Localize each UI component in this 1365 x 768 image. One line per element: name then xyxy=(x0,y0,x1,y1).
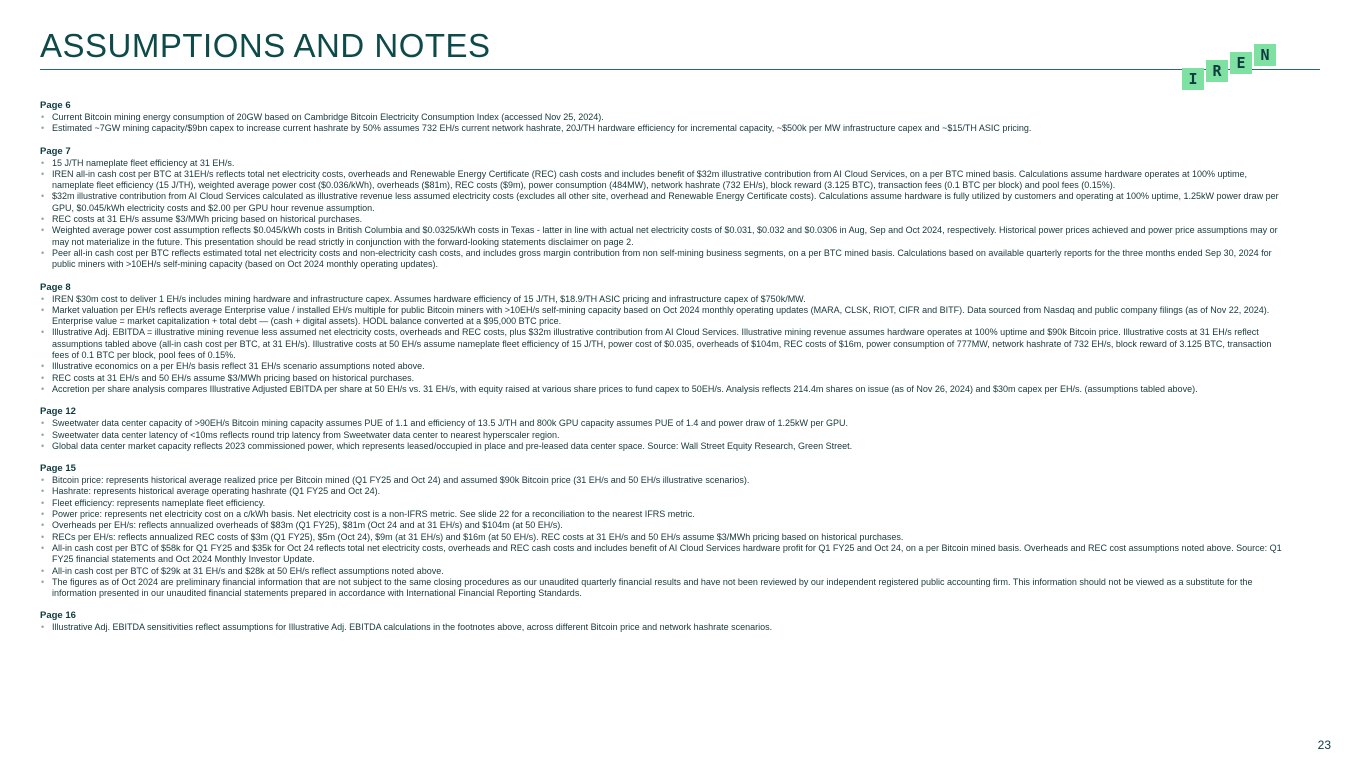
bullet-item: • $32m illustrative contribution from AI Cloud Services calculated as illustrative revenue less assumed electricity costs (excludes all other site, overhead and Renewable Energy Certificate costs). Calculations assume hardware is fully utilized by customers and operating at 100% uptime, 1.25kW power draw per GPU, $0.045/kWh electricity costs and $2.00 per GPU hour revenue assumption. xyxy=(40,191,1288,214)
bullet-item: • Sweetwater data center capacity of >90EH/s Bitcoin mining capacity assumes PUE of 1.1 and efficiency of 13.5 J/TH and 800k GPU capacity assumes PUE of 1.4 and power draw of 1.25kW per GPU. xyxy=(40,418,1288,429)
bullet-item: • Sweetwater data center latency of <10ms reflects round trip latency from Sweetwater data center to nearest hyperscaler region. xyxy=(40,430,1288,441)
bullet-item: • The figures as of Oct 2024 are preliminary financial information that are not subject to the same closing procedures as our unaudited quarterly financial results and have not been reviewed by our independent registered public accounting firm. This information should not be viewed as a substitute for the information presented in our unaudited financial statements prepared in accordance with International Financial Reporting Standards. xyxy=(40,577,1288,600)
bullet-item: • RECs per EH/s: reflects annualized REC costs of $3m (Q1 FY25), $5m (Oct 24), $9m (at 31 EH/s) and $16m (at 50 EH/s). REC costs at 31 EH/s and 50 EH/s assume $3/MWh pricing based on historical purchases. xyxy=(40,532,1288,543)
logo-letter-n: N xyxy=(1254,44,1276,66)
section-heading: Page 16 xyxy=(40,610,76,622)
bullet-item: • IREN all-in cash cost per BTC at 31EH/s reflects total net electricity costs, overheads and Renewable Energy Certificate (REC) cash costs and includes benefit of $32m illustrative contribution from AI Cloud Services, on a per BTC mined basis. Calculations assume hardware operates at 100% uptime, nameplate fleet efficiency (15 J/TH), weighted average power cost ($0.036/kWh), overheads ($81m), REC costs ($9m), power consumption (484MW), network hashrate (732 EH/s), block reward (3.125 BTC), transaction fees (0.1 BTC per block) and pool fees (0.15%). xyxy=(40,169,1288,192)
bullet-list xyxy=(40,475,1288,599)
bullet-item: • Illustrative Adj. EBITDA sensitivities reflect assumptions for Illustrative Adj. EBITDA calculations in the footnotes above, across different Bitcoin price and network hashrate scenarios. xyxy=(40,622,1288,633)
logo-letter-i: I xyxy=(1182,68,1204,90)
page-title: ASSUMPTIONS AND NOTES xyxy=(40,27,491,64)
logo-letter-e: E xyxy=(1230,52,1252,74)
section-heading: Page 6 xyxy=(40,100,71,111)
bullet-list xyxy=(40,294,1288,396)
bullet-list xyxy=(40,418,1288,452)
notes-section xyxy=(40,100,1288,135)
bullet-item: • Current Bitcoin mining energy consumption of 20GW based on Cambridge Bitcoin Electricity Consumption Index (accessed Nov 25, 2024). xyxy=(40,112,1288,123)
title-divider xyxy=(40,69,1320,70)
section-heading: Page 12 xyxy=(40,406,76,418)
notes-section xyxy=(40,282,1288,396)
bullet-item: • Estimated ~7GW mining capacity/$9bn capex to increase current hashrate by 50% assumes 732 EH/s current network hashrate, 20J/TH hardware efficiency for incremental capacity, ~$500k per MW infrastructure capex and ~$15/TH ASIC pricing. xyxy=(40,123,1288,134)
page-number: 23 xyxy=(1317,738,1331,752)
bullet-item: • Peer all-in cash cost per BTC reflects estimated total net electricity costs and non-electricity cash costs, and includes gross margin contribution from non self-mining business segments, on a per BTC mined basis. Calculations based on available quarterly reports for the three months ended Sep 30, 2024 for public miners with >10EH/s self-mining capacity (based on Oct 2024 monthly operating updates). xyxy=(40,248,1288,271)
section-heading: Page 8 xyxy=(40,281,71,293)
bullet-item: • Power price: represents net electricity cost on a c/kWh basis. Net electricity cost is a non-IFRS metric. See slide 22 for a reconciliation to the nearest IFRS metric. xyxy=(40,509,1288,520)
notes-section xyxy=(40,406,1288,452)
bullet-item: • Overheads per EH/s: reflects annualized overheads of $83m (Q1 FY25), $81m (Oct 24 and at 31 EH/s) and $104m (at 50 EH/s). xyxy=(40,520,1288,531)
bullet-item: • Accretion per share analysis compares Illustrative Adjusted EBITDA per share at 50 EH/s vs. 31 EH/s, with equity raised at various share prices to fund capex to 50EH/s. Analysis reflects 214.4m shares on issue (as of Nov 26, 2024) and $30m capex per EH/s. (assumptions tabled above). xyxy=(40,384,1288,395)
bullet-list xyxy=(40,112,1288,135)
bullet-list xyxy=(40,622,1288,633)
bullet-item: • All-in cash cost per BTC of $58k for Q1 FY25 and $35k for Oct 24 reflects total net electricity costs, overheads and REC cash costs and includes benefit of AI Cloud Services hardware profit for Q1 FY25 and Oct 24, on a per Bitcoin mined basis. Overheads and REC cost assumptions noted above. Source: Q1 FY25 financial statements and Oct 2024 Monthly Investor Update. xyxy=(40,543,1288,566)
iren-logo xyxy=(1172,46,1268,94)
bullet-item: • IREN $30m cost to deliver 1 EH/s includes mining hardware and infrastructure capex. Assumes hardware efficiency of 15 J/TH, $18.9/TH ASIC pricing and infrastructure capex of $750k/MW. xyxy=(40,294,1288,305)
notes-section xyxy=(40,146,1288,271)
bullet-item: • Illustrative economics on a per EH/s basis reflect 31 EH/s scenario assumptions noted above. xyxy=(40,361,1288,372)
notes-section xyxy=(40,610,1288,633)
bullet-list xyxy=(40,158,1288,271)
bullet-item: • REC costs at 31 EH/s assume $3/MWh pricing based on historical purchases. xyxy=(40,214,1288,225)
bullet-item: • Hashrate: represents historical average operating hashrate (Q1 FY25 and Oct 24). xyxy=(40,486,1288,497)
notes-content xyxy=(40,100,1288,645)
bullet-item: • 15 J/TH nameplate fleet efficiency at 31 EH/s. xyxy=(40,158,1288,169)
logo-letter-r: R xyxy=(1206,60,1228,82)
bullet-item: • Market valuation per EH/s reflects average Enterprise value / installed EH/s multiple for public Bitcoin miners with >10EH/s self-mining capacity based on Oct 2024 monthly operating updates (MARA, CLSK, RIOT, CIFR and BITF). Data sourced from Nasdaq and public company filings (as of Nov 22, 2024). Enterprise value = market capitalization + total debt — (cash + digital assets). HODL balance converted at a $95,000 BTC price. xyxy=(40,305,1288,328)
bullet-item: • Bitcoin price: represents historical average realized price per Bitcoin mined (Q1 FY25 and Oct 24) and assumed $90k Bitcoin price (31 EH/s and 50 EH/s illustrative scenarios). xyxy=(40,475,1288,486)
notes-section xyxy=(40,463,1288,599)
bullet-item: • Weighted average power cost assumption reflects $0.045/kWh costs in British Columbia and $0.0325/kWh costs in Texas - latter in line with actual net electricity costs of $0.031, $0.032 and $0.0306 in Aug, Sep and Oct 2024, respectively. Historical power prices achieved and power price assumptions may or may not materialize in the future. This presentation should be read strictly in conjunction with the forward-looking statements disclaimer on page 2. xyxy=(40,225,1288,248)
bullet-item: • Illustrative Adj. EBITDA = illustrative mining revenue less assumed net electricity costs, overheads and REC costs, plus $32m illustrative contribution from AI Cloud Services. Illustrative mining revenue assumes hardware operates at 100% uptime and $90k Bitcoin price. Illustrative costs at 31 EH/s reflect assumptions tabled above (all-in cash cost per BTC, at 31 EH/s). Illustrative costs at 50 EH/s assume nameplate fleet efficiency of 15 J/TH, power cost of $0.035, overheads of $104m, REC costs of $16m, power consumption of 777MW, network hashrate of 732 EH/s, block reward of 3.125 BTC, transaction fees of 0.1 BTC per block, pool fees of 0.15%. xyxy=(40,327,1288,361)
bullet-item: • Fleet efficiency: represents nameplate fleet efficiency. xyxy=(40,498,1288,509)
bullet-item: • Global data center market capacity reflects 2023 commissioned power, which represents leased/occupied in place and pre-leased data center space. Source: Wall Street Equity Research, Green Street. xyxy=(40,441,1288,452)
bullet-item: • All-in cash cost per BTC of $29k at 31 EH/s and $28k at 50 EH/s reflect assumptions noted above. xyxy=(40,566,1288,577)
bullet-item: • REC costs at 31 EH/s and 50 EH/s assume $3/MWh pricing based on historical purchases. xyxy=(40,373,1288,384)
section-heading: Page 7 xyxy=(40,145,71,157)
section-heading: Page 15 xyxy=(40,463,76,475)
